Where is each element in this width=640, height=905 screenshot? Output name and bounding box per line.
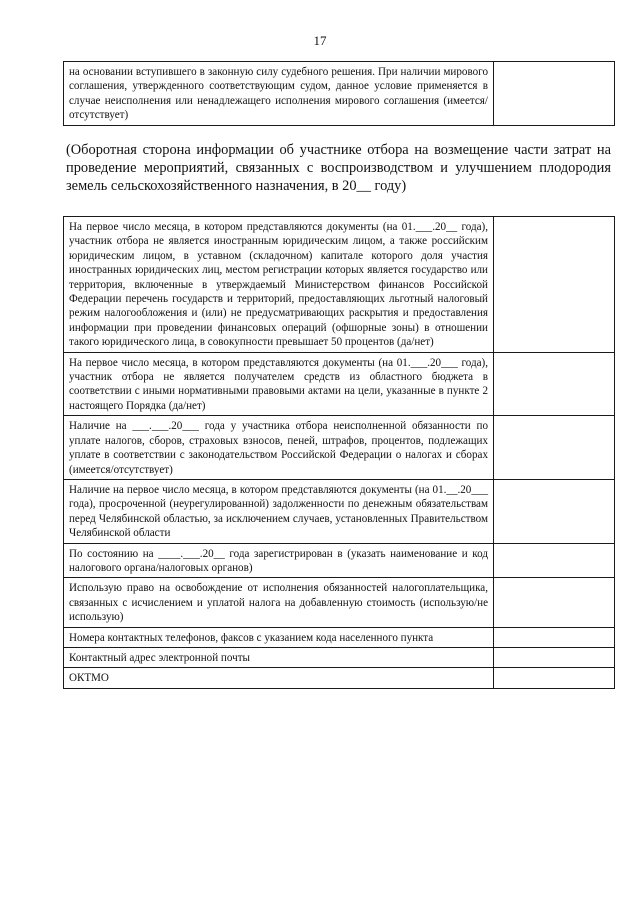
table-row — [64, 217, 615, 353]
table-row — [64, 416, 615, 480]
field-label: на основании вступившего в законную силу судебного решения. При наличии мирового соглашения, утвержденного соответствующим судом, данное условие применяется в случае неисполнения или ненадлежащего исполнения мирового соглашения (имеется/отсутствует) — [64, 62, 494, 126]
table-row — [64, 62, 615, 126]
table-row — [64, 647, 615, 667]
field-value-cell[interactable] — [494, 668, 615, 688]
field-label: На первое число месяца, в котором представляются документы (на 01.___.20__ года), участник отбора не является иностранным юридическим лицом, а также российским юридическим лицом, в уставном (складочном) капитале которого доля участия иностранных юридических лиц, местом регистрации которых является государство или территория, включенные в утверждаемый Министерством финансов Российской Федерации перечень государств и территорий, предоставляющих льготный налоговый режим налогообложения и (или) не предусматривающих раскрытия и предоставления информации при проведении финансовых операций (офшорные зоны) в отношении такого юридического лица, в совокупности превышает 50 процентов (да/нет) — [64, 217, 494, 353]
main-form-table — [63, 216, 615, 689]
field-label: По состоянию на ____.___.20__ года зарегистрирован в (указать наименование и код налогового органа/налоговых органов) — [64, 543, 494, 578]
field-value-cell[interactable] — [494, 416, 615, 480]
field-value-cell[interactable] — [494, 62, 615, 126]
table-row — [64, 479, 615, 543]
field-label: Контактный адрес электронной почты — [64, 647, 494, 667]
field-value-cell[interactable] — [494, 217, 615, 353]
table-row — [64, 578, 615, 627]
field-value-cell[interactable] — [494, 352, 615, 416]
field-label: Номера контактных телефонов, факсов с указанием кода населенного пункта — [64, 627, 494, 647]
field-label: Использую право на освобождение от исполнения обязанностей налогоплательщика, связанных с исчислением и уплатой налога на добавленную стоимость (использую/не использую) — [64, 578, 494, 627]
field-value-cell[interactable] — [494, 479, 615, 543]
field-value-cell[interactable] — [494, 627, 615, 647]
field-value-cell[interactable] — [494, 543, 615, 578]
table-row — [64, 668, 615, 688]
top-form-table — [63, 61, 615, 126]
field-label: Наличие на ___.___.20___ года у участника отбора неисполненной обязанности по уплате налогов, сборов, страховых взносов, пеней, штрафов, процентов, подлежащих уплате в соответствии с законодательством Российской Федерации о налогах и сборах (имеется/отсутствует) — [64, 416, 494, 480]
page-number: 17 — [313, 33, 327, 48]
table-row — [64, 627, 615, 647]
field-value-cell[interactable] — [494, 647, 615, 667]
field-value-cell[interactable] — [494, 578, 615, 627]
section-heading: (Оборотная сторона информации об участнике отбора на возмещение части затрат на проведение мероприятий, связанных с воспроизводством и улучшением плодородия земель сельскохозяйственного назначения, в 20__ году) — [66, 142, 611, 194]
field-label: ОКТМО — [64, 668, 494, 688]
table-row — [64, 543, 615, 578]
field-label: Наличие на первое число месяца, в котором представляются документы (на 01.__.20___ года), просроченной (неурегулированной) задолженности по денежным обязательствам перед Челябинской областью, за исключением случаев, установленных Правительством Челябинской области — [64, 479, 494, 543]
table-row — [64, 352, 615, 416]
field-label: На первое число месяца, в котором представляются документы (на 01.___.20___ года), участник отбора не является получателем средств из областного бюджета в соответствии с иными нормативными правовыми актами на цели, указанные в пункте 2 настоящего Порядка (да/нет) — [64, 352, 494, 416]
